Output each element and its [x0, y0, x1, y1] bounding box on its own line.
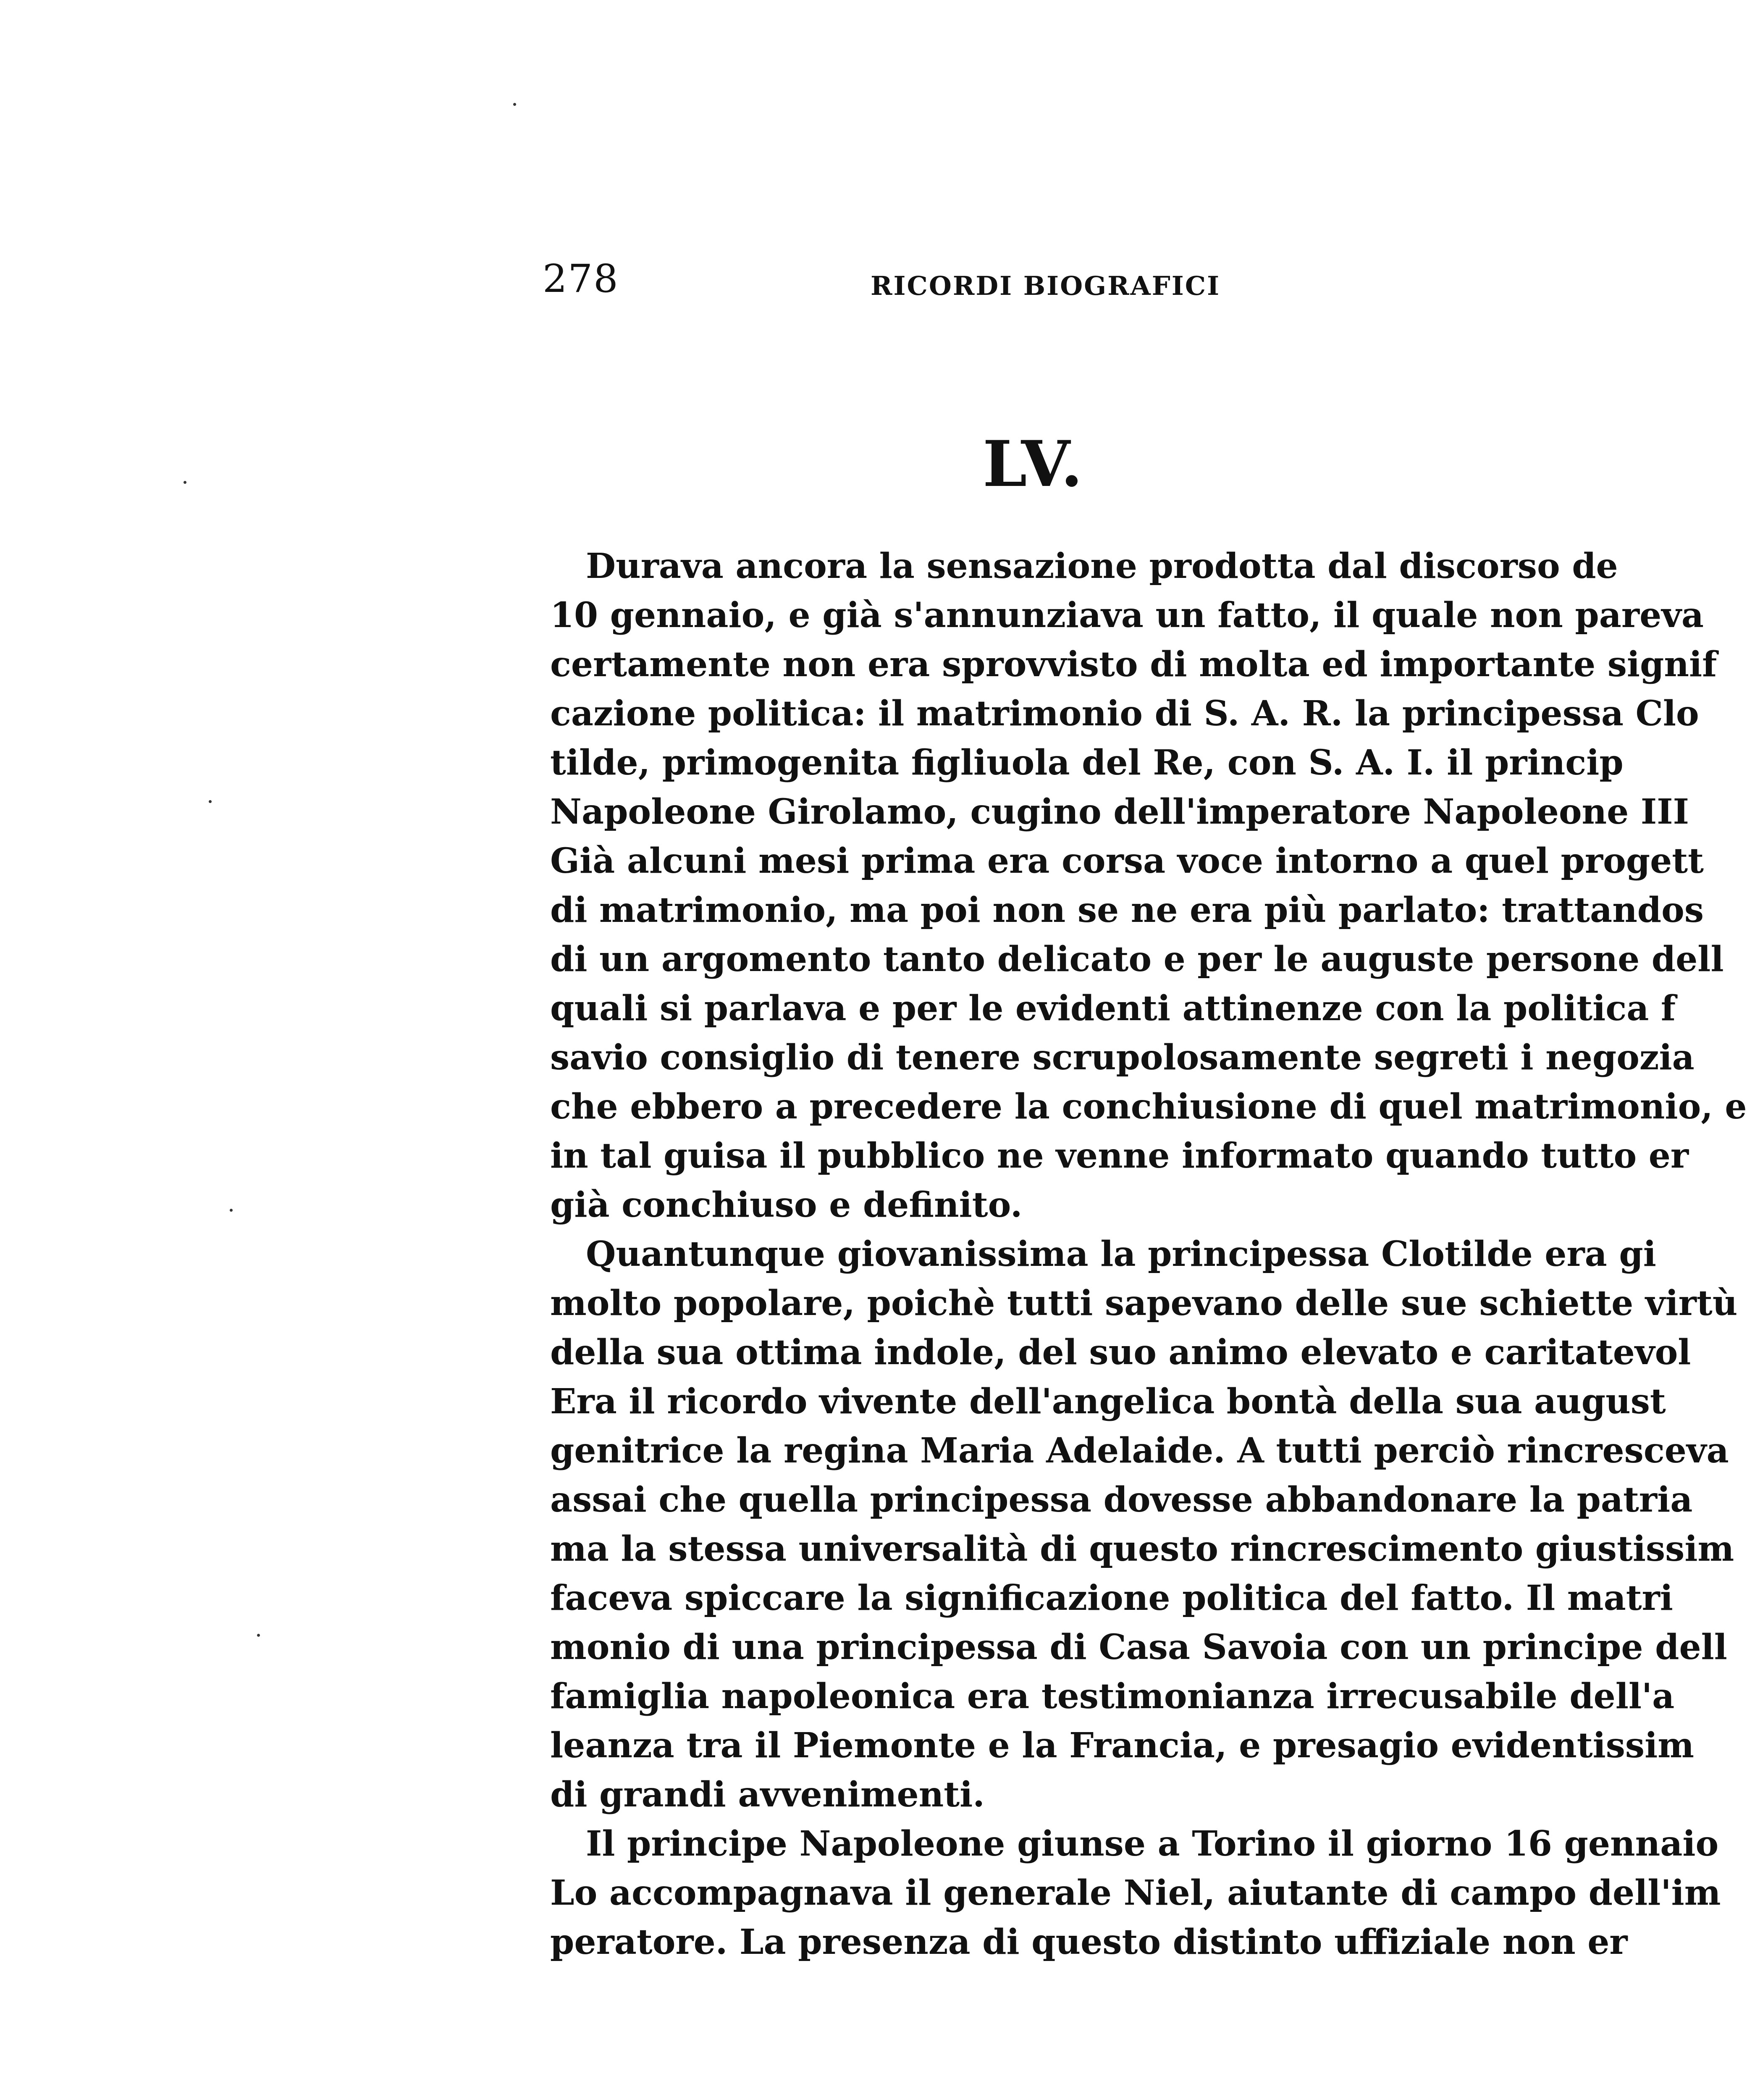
- text-line: certamente non era sprovvisto di molta ed importante signif: [550, 644, 1717, 685]
- text-line: famiglia napoleonica era testimonianza irrecusabile dell'a: [550, 1676, 1675, 1717]
- running-title: RICORDI BIOGRAFICI: [871, 270, 1221, 301]
- page-number: 278: [543, 256, 619, 301]
- text-line: Il principe Napoleone giunse a Torino il giorno 16 gennaio: [586, 1824, 1719, 1864]
- text-line: molto popolare, poichè tutti sapevano delle sue schiette virtù: [550, 1283, 1738, 1323]
- text-line: Già alcuni mesi prima era corsa voce intorno a quel progett: [550, 841, 1704, 881]
- text-line: in tal guisa il pubblico ne venne informato quando tutto er: [550, 1136, 1689, 1176]
- body-text: [550, 542, 1747, 1967]
- text-line: Lo accompagnava il generale Niel, aiutante di campo dell'im: [550, 1873, 1721, 1913]
- scan-speck: [184, 481, 186, 484]
- ink-blot: [449, 2092, 626, 2100]
- text-line: monio di una principessa di Casa Savoia con un principe dell: [550, 1627, 1727, 1667]
- text-line: di matrimonio, ma poi non se ne era più parlato: trattandos: [550, 890, 1704, 930]
- text-line: assai che quella principessa dovesse abbandonare la patria: [550, 1480, 1693, 1520]
- text-line: genitrice la regina Maria Adelaide. A tutti perciò rincresceva: [550, 1431, 1729, 1471]
- scan-speck: [230, 1209, 233, 1212]
- text-line: 10 gennaio, e già s'annunziava un fatto, il quale non pareva: [550, 595, 1704, 635]
- text-line: cazione politica: il matrimonio di S. A. R. la principessa Clo: [550, 693, 1699, 734]
- scan-speck: [257, 1634, 260, 1637]
- text-line: leanza tra il Piemonte e la Francia, e presagio evidentissim: [550, 1725, 1694, 1766]
- chapter-title: LV.: [983, 427, 1085, 501]
- text-line: di un argomento tanto delicato e per le auguste persone dell: [550, 939, 1724, 979]
- text-line: Quantunque giovanissima la principessa Clotilde era gi: [586, 1234, 1656, 1274]
- text-line: peratore. La presenza di questo distinto uffiziale non er: [550, 1922, 1628, 1962]
- text-line: tilde, primogenita figliuola del Re, con S. A. I. il princip: [550, 743, 1624, 783]
- text-line: Napoleone Girolamo, cugino dell'imperatore Napoleone III: [550, 792, 1689, 832]
- text-line: già conchiuso e definito.: [550, 1185, 1023, 1225]
- text-line: Era il ricordo vivente dell'angelica bontà della sua august: [550, 1381, 1666, 1422]
- scan-speck: [209, 800, 212, 803]
- text-line: Durava ancora la sensazione prodotta dal discorso de: [586, 546, 1618, 586]
- text-line: savio consiglio di tenere scrupolosamente segreti i negozia: [550, 1037, 1695, 1078]
- text-line: della sua ottima indole, del suo animo elevato e caritatevol: [550, 1332, 1691, 1373]
- text-line: di grandi avvenimenti.: [550, 1774, 985, 1815]
- text-line: quali si parlava e per le evidenti attinenze con la politica f: [550, 988, 1676, 1029]
- scan-speck: [513, 103, 516, 106]
- text-line: che ebbero a precedere la conchiusione di quel matrimonio, e: [550, 1087, 1747, 1127]
- text-line: faceva spiccare la significazione politica del fatto. Il matri: [550, 1578, 1673, 1618]
- text-line: ma la stessa universalità di questo rincrescimento giustissim: [550, 1529, 1734, 1569]
